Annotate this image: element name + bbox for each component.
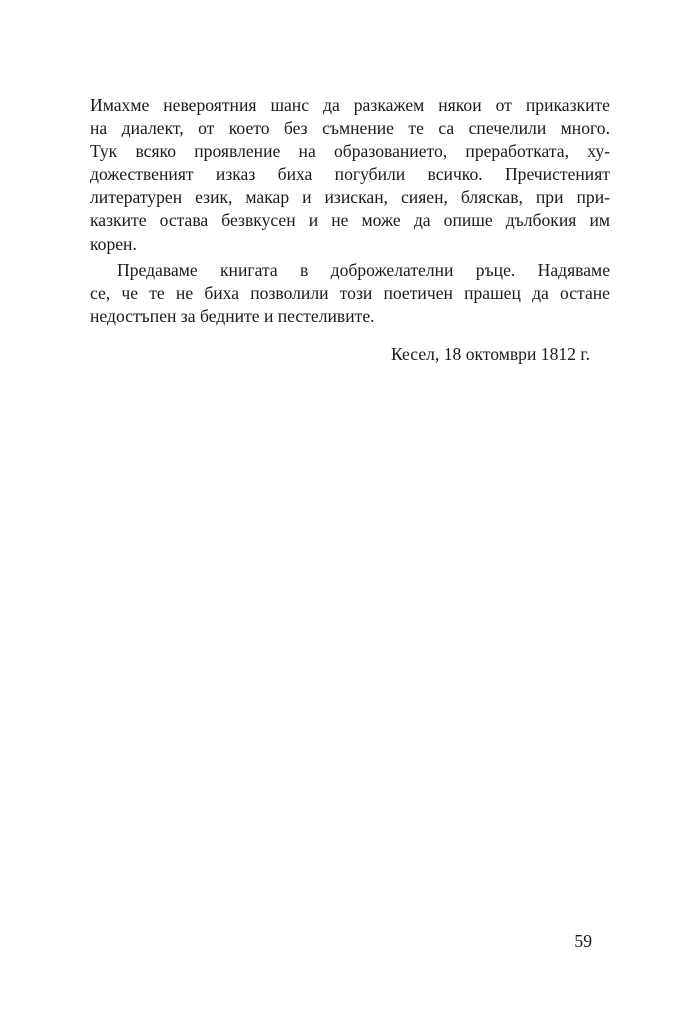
paragraph-2 [90,259,610,328]
text-line: Имахме невероятния шанс да разкажем някои от приказките [90,95,610,115]
date-signature: Кесел, 18 октомври 1812 г. [390,344,590,364]
body-text [90,94,610,328]
text-line: казките остава безвкусен и не може да опише дълбокия им [90,210,610,231]
text-line: литературен език, макар и изискан, сияен, бляскав, при при- [90,187,610,208]
text-line: корен. [90,233,137,254]
text-line: Тук всяко проявление на образованието, преработката, ху- [90,141,610,162]
page-number: 59 [574,931,592,951]
text-line: дожественият изказ биха погубили всичко. Пречистеният [90,164,610,185]
text-line: на диалект, от което без съмнение те са спечелили много. [90,118,610,139]
paragraph-1 [90,94,610,256]
text-line: се, че те не биха позволили този поетичен прашец да остане [90,282,610,303]
text-line: Предаваме книгата в доброжелателни ръце. Надяваме [117,259,610,280]
text-line: недостъпен за бедните и пестеливите. [90,305,375,326]
